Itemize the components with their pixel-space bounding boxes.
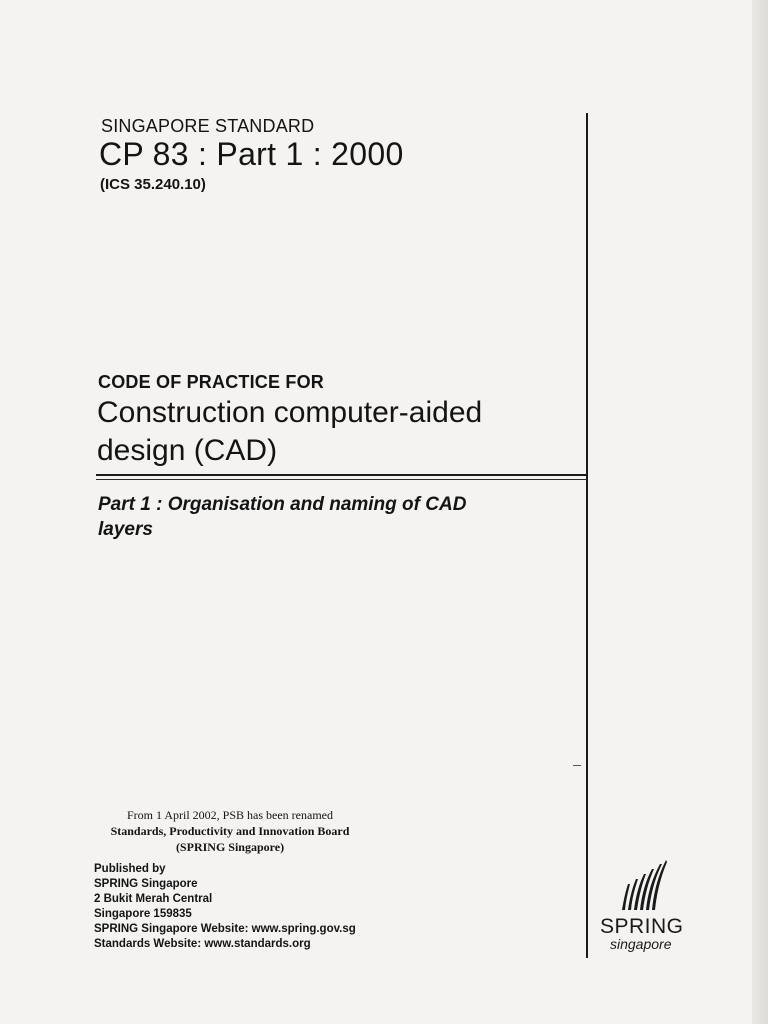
publisher-line: SPRING Singapore [94,878,198,890]
rename-notice-line1: From 1 April 2002, PSB has been renamed [127,808,333,822]
part-title [98,492,558,542]
publisher-line: SPRING Singapore Website: www.spring.gov.sg [94,923,356,935]
rename-notice [60,807,400,855]
publisher-line: 2 Bukit Merah Central [94,893,213,905]
page-edge [752,0,768,1024]
scan-speck [573,765,581,766]
vertical-rule [586,113,588,958]
spring-singapore-logo [596,858,706,958]
publisher-line: Published by [94,863,166,875]
code-of-practice-label: CODE OF PRACTICE FOR [98,372,325,392]
standard-label: SINGAPORE STANDARD [101,116,315,136]
part-title-line2: layers [98,519,153,540]
logo-wordmark: SPRING [600,915,684,938]
spring-grass-icon [618,858,668,914]
document-title-line2: design (CAD) [97,434,278,467]
publisher-block [94,862,494,952]
title-rule-upper [96,474,587,476]
ics-number: (ICS 35.240.10) [100,176,206,193]
rename-notice-line2: Standards, Productivity and Innovation Board [110,824,350,838]
logo-subtext: singapore [610,936,672,952]
standard-code: CP 83 : Part 1 : 2000 [99,136,404,172]
document-title [97,394,567,470]
document-title-line1: Construction computer-aided [97,396,483,429]
publisher-line: Singapore 159835 [94,908,192,920]
publisher-line: Standards Website: www.standards.org [94,938,311,950]
title-rule-lower [96,479,587,480]
rename-notice-line3: (SPRING Singapore) [175,840,285,854]
part-title-line1: Part 1 : Organisation and naming of CAD [98,494,467,515]
